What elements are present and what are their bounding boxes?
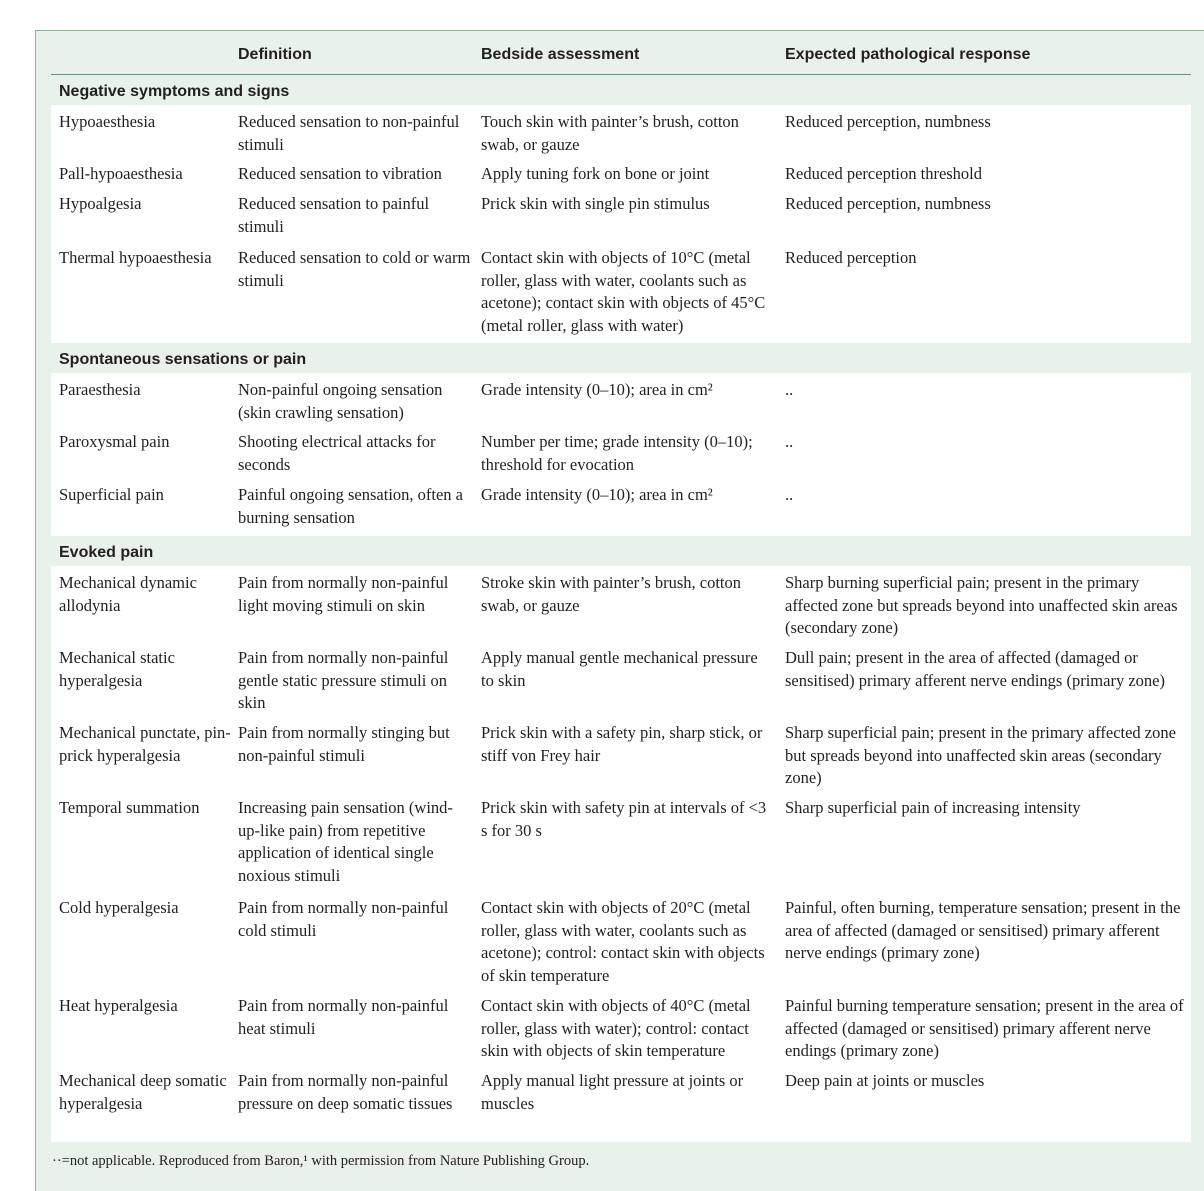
table-row [51, 722, 1191, 797]
table-row [51, 797, 1191, 897]
section-rows [51, 373, 1191, 536]
cell-definition: Painful ongoing sensation, often a burning sensation [238, 485, 464, 527]
cell-response: Painful burning temperature sensation; present in the area of affected (damaged or sensitised) primary afferent nerve endings (primary zone) [785, 996, 1184, 1060]
cell-response: Sharp burning superficial pain; present in the primary affected zone but spreads beyond into unaffected skin areas (secondary zone) [785, 573, 1178, 637]
section-header: Evoked pain [51, 536, 1191, 566]
cell-response: Sharp superficial pain of increasing intensity [785, 798, 1081, 817]
cell-name: Paroxysmal pain [59, 432, 170, 451]
cell-definition: Increasing pain sensation (wind-up-like pain) from repetitive application of identical single noxious stimuli [238, 798, 453, 885]
cell-name: Mechanical deep somatic hyperalgesia [59, 1071, 227, 1113]
cell-response: Sharp superficial pain; present in the primary affected zone but spreads beyond into unaffected skin areas (secondary zone) [785, 723, 1176, 787]
cell-assessment: Prick skin with single pin stimulus [481, 194, 710, 213]
cell-name: Heat hyperalgesia [59, 996, 178, 1015]
cell-name: Paraesthesia [59, 380, 141, 399]
cell-assessment: Prick skin with safety pin at intervals of <3 s for 30 s [481, 798, 767, 840]
cell-response: Reduced perception threshold [785, 164, 983, 183]
table-row [51, 431, 1191, 484]
table-row [51, 193, 1191, 247]
column-header-expected-response: Expected pathological response [785, 46, 1031, 63]
table-header [51, 42, 1191, 75]
cell-name: Mechanical static hyperalgesia [59, 648, 175, 690]
table-row [51, 897, 1191, 995]
cell-name: Superficial pain [59, 485, 164, 504]
cell-name: Pall-hypoaesthesia [59, 164, 183, 183]
cell-response: .. [785, 485, 794, 504]
table-row [51, 379, 1191, 431]
cell-assessment: Grade intensity (0–10); area in cm² [481, 380, 713, 399]
table-row [51, 111, 1191, 163]
cell-assessment: Grade intensity (0–10); area in cm² [481, 485, 713, 504]
cell-assessment: Contact skin with objects of 20°C (metal roller, glass with water, coolants such as acetone); control: contact skin with objects of skin temperature [481, 898, 765, 985]
cell-definition: Pain from normally non-painful gentle static pressure stimuli on skin [238, 648, 449, 712]
cell-assessment: Apply manual gentle mechanical pressure to skin [481, 648, 758, 690]
cell-definition: Shooting electrical attacks for seconds [238, 432, 436, 474]
cell-assessment: Apply manual light pressure at joints or muscles [481, 1071, 744, 1113]
cell-assessment: Number per time; grade intensity (0–10); threshold for evocation [481, 432, 753, 474]
column-header-bedside-assessment: Bedside assessment [481, 46, 640, 63]
cell-definition: Pain from normally non-painful pressure on deep somatic tissues [238, 1071, 453, 1113]
cell-response: Reduced perception [785, 248, 917, 267]
cell-name: Mechanical punctate, pin-prick hyperalgesia [59, 723, 231, 765]
cell-response: Dull pain; present in the area of affected (damaged or sensitised) primary afferent nerve endings (primary zone) [785, 648, 1165, 690]
section-header: Negative symptoms and signs [51, 75, 1191, 105]
cell-assessment: Stroke skin with painter’s brush, cotton swab, or gauze [481, 573, 742, 615]
table-row [51, 1070, 1191, 1138]
cell-definition: Pain from normally non-painful heat stimuli [238, 996, 449, 1038]
cell-name: Cold hyperalgesia [59, 898, 179, 917]
cell-definition: Pain from normally non-painful light moving stimuli on skin [238, 573, 449, 615]
cell-name: Mechanical dynamic allodynia [59, 573, 197, 615]
cell-definition: Non-painful ongoing sensation (skin crawling sensation) [238, 380, 443, 422]
cell-definition: Pain from normally stinging but non-painful stimuli [238, 723, 450, 765]
section-rows [51, 105, 1191, 343]
cell-response: .. [785, 380, 794, 399]
table-row [51, 163, 1191, 193]
section-header: Spontaneous sensations or pain [51, 343, 1191, 373]
table-body [51, 75, 1191, 1142]
table-row [51, 247, 1191, 339]
cell-definition: Reduced sensation to painful stimuli [238, 194, 430, 236]
cell-name: Thermal hypoaesthesia [59, 248, 212, 267]
cell-response: Deep pain at joints or muscles [785, 1071, 985, 1090]
cell-definition: Pain from normally non-painful cold stimuli [238, 898, 449, 940]
cell-definition: Reduced sensation to non-painful stimuli [238, 112, 460, 154]
cell-assessment: Prick skin with a safety pin, sharp stick, or stiff von Frey hair [481, 723, 763, 765]
cell-name: Hypoaesthesia [59, 112, 156, 131]
table-row [51, 995, 1191, 1070]
cell-response: Reduced perception, numbness [785, 112, 991, 131]
cell-response: Painful, often burning, temperature sensation; present in the area of affected (damaged or sensitised) primary afferent nerve endings (primary zone) [785, 898, 1181, 962]
cell-definition: Reduced sensation to cold or warm stimuli [238, 248, 471, 290]
cell-response: Reduced perception, numbness [785, 194, 991, 213]
cell-assessment: Touch skin with painter’s brush, cotton swab, or gauze [481, 112, 739, 154]
cell-definition: Reduced sensation to vibration [238, 164, 442, 183]
cell-name: Temporal summation [59, 798, 200, 817]
section-rows [51, 566, 1191, 1142]
table-row [51, 572, 1191, 647]
cell-assessment: Apply tuning fork on bone or joint [481, 164, 710, 183]
cell-response: .. [785, 432, 794, 451]
table-row [51, 647, 1191, 722]
cell-assessment: Contact skin with objects of 40°C (metal roller, glass with water); control: contact skin with objects of skin temperature [481, 996, 751, 1060]
table-footnote: ··=not applicable. Reproduced from Baron,¹ with permission from Nature Publishing Group. [52, 1153, 590, 1169]
cell-assessment: Contact skin with objects of 10°C (metal roller, glass with water, coolants such as acetone); contact skin with objects of 45°C (metal roller, glass with water) [481, 248, 766, 335]
cell-name: Hypoalgesia [59, 194, 142, 213]
column-header-definition: Definition [238, 46, 312, 63]
table-row [51, 484, 1191, 532]
